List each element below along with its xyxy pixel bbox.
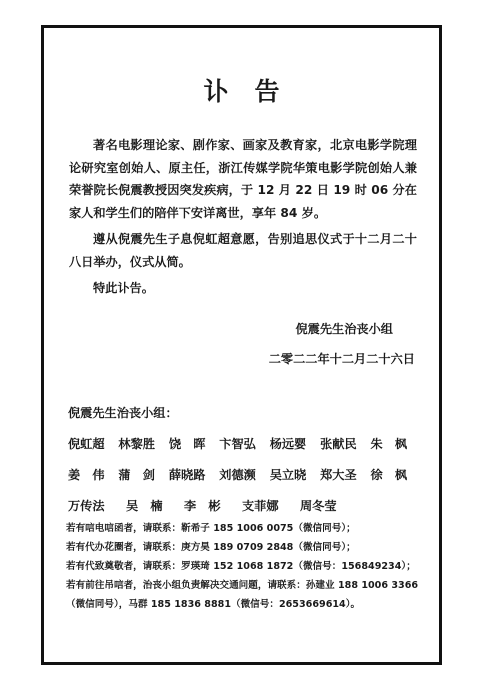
contact-line: 若有前往吊唁者，治丧小组负责解决交通问题，请联系：孙建业 188 1006 3366 xyxy=(66,580,419,591)
signature-date: 二零二二年十二月二十六日 xyxy=(268,352,415,366)
committee-member: 郑大圣 xyxy=(320,468,357,482)
signature-group: 倪震先生治丧小组 xyxy=(295,322,393,336)
committee-list xyxy=(68,404,421,528)
committee-row xyxy=(68,435,421,452)
committee-row xyxy=(68,497,421,514)
contact-line: 若有代办花圈者，请联系：庚方昊 189 0709 2848（微信同号）； xyxy=(66,542,356,553)
contact-line: （微信同号），马群 185 1836 8881（微信号：2653669614）。 xyxy=(66,599,361,610)
contact-line: 若有唁电唁函者，请联系：靳希子 185 1006 0075（微信同号）； xyxy=(66,523,356,534)
committee-member: 吴立晓 xyxy=(269,468,307,482)
obituary-paragraph: 特此讣告。 xyxy=(93,281,154,295)
obituary-paragraph: 遵从倪震先生子息倪虹超意愿，告别追思仪式于十二月二十八日举办，仪式从简。 xyxy=(69,232,417,269)
contact-info xyxy=(66,519,429,614)
obituary-frame xyxy=(41,25,442,665)
committee-member: 卞智弘 xyxy=(219,437,256,451)
committee-member: 万传法 xyxy=(68,499,105,513)
committee-member: 蒲 剑 xyxy=(118,468,155,482)
committee-member: 支菲娜 xyxy=(242,499,279,513)
committee-member: 薛晓路 xyxy=(168,468,206,482)
committee-member: 徐 枫 xyxy=(370,468,408,482)
committee-member: 倪虹超 xyxy=(68,437,105,451)
committee-member: 吴 楠 xyxy=(126,499,163,513)
committee-row xyxy=(68,466,421,483)
committee-member: 李 彬 xyxy=(184,499,221,513)
committee-member: 朱 枫 xyxy=(370,437,408,451)
contact-line: 若有代致奠敬者，请联系：罗瑛琦 152 1068 1872（微信号：156849234）； xyxy=(66,561,416,572)
obituary-paragraph: 著名电影理论家、剧作家、画家及教育家，北京电影学院理论研究室创始人、原主任，浙江传媒学院华策电影学院创始人兼荣誉院长倪震教授因突发疾病，于 12 月 22 日 19 时 06 分在家人和学生们的陪伴下安详离世，享年 84 岁。 xyxy=(69,138,417,220)
committee-member: 姜 伟 xyxy=(68,468,105,482)
committee-member: 周冬莹 xyxy=(300,499,337,513)
committee-member: 张献民 xyxy=(320,437,357,451)
committee-member: 饶 晖 xyxy=(168,437,206,451)
committee-member: 杨远婴 xyxy=(269,437,307,451)
committee-member: 林黎胜 xyxy=(118,437,155,451)
committee-member: 刘德濒 xyxy=(219,468,256,482)
obituary-body xyxy=(69,134,417,300)
obituary-title: 讣告 xyxy=(203,77,306,106)
committee-label: 倪震先生治丧小组： xyxy=(68,406,178,420)
